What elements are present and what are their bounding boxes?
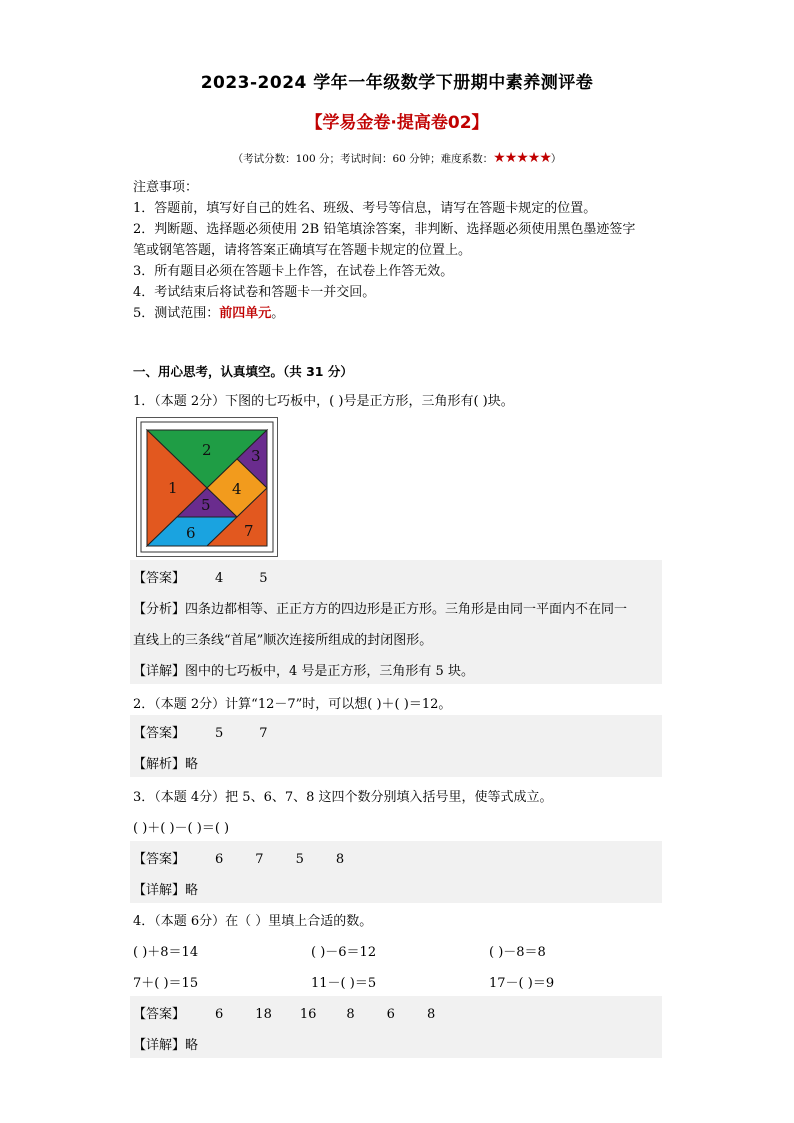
test-range: 前四单元 <box>219 306 272 321</box>
notes-item-2a: 2．判断题、选择题必须使用 2B 铅笔填涂答案，非判断、选择题必须使用黑色墨迹签字 <box>133 222 636 237</box>
detail-label: 【详解】 <box>133 883 186 898</box>
analysis-label: 【解析】 <box>133 757 186 772</box>
tangram-label-1: 1 <box>168 479 178 497</box>
tangram-label-5: 5 <box>201 496 211 514</box>
analysis-text: 四条边都相等、正正方方的四边形是正方形。三角形是由同一平面内不在同一 <box>185 602 628 617</box>
answer-value: 8 <box>346 1007 355 1022</box>
q2-answer <box>133 722 268 741</box>
meta-suffix: ） <box>550 153 562 165</box>
answer-label: 【答案】 <box>133 852 186 867</box>
notes-item-2b: 笔或钢笔答题，请将答案正确填写在答题卡规定的位置上。 <box>133 243 472 258</box>
q2-stem: 2．（本题 2分）计算“12－7”时，可以想( )＋( )＝12。 <box>133 697 452 712</box>
exam-subtitle: 【学易金卷·提高卷02】 <box>305 113 489 133</box>
answer-label: 【答案】 <box>133 726 186 741</box>
answer-value: 6 <box>386 1007 395 1022</box>
analysis-text: 略 <box>185 757 199 772</box>
answer-label: 【答案】 <box>133 1007 186 1022</box>
analysis-label: 【分析】 <box>133 602 186 617</box>
notes-block <box>133 177 663 324</box>
answer-value: 7 <box>255 852 264 867</box>
tangram-figure <box>136 417 278 557</box>
detail-label: 【详解】 <box>133 664 186 679</box>
meta-prefix: （考试分数：100 分；考试时间：60 分钟；难度系数： <box>232 153 494 165</box>
q4-row1-b: ( )－6＝12 <box>311 945 377 960</box>
notes-item-4: 4．考试结束后将试卷和答题卡一并交回。 <box>133 285 376 300</box>
q4-detail <box>133 1034 198 1053</box>
q4-row2-b: 11－( )＝5 <box>311 976 377 991</box>
tangram-label-6: 6 <box>186 524 196 542</box>
q3-detail <box>133 879 198 898</box>
q3-equation: ( )＋( )－( )＝( ) <box>133 821 230 836</box>
tangram-label-3: 3 <box>251 447 261 465</box>
difficulty-stars: ★★★★★ <box>493 150 551 166</box>
section-1-title: 一、用心思考，认真填空。（共 31 分） <box>133 364 353 379</box>
notes-item-5 <box>133 303 663 324</box>
q1-analysis-line1 <box>133 598 627 617</box>
answer-value: 5 <box>295 852 304 867</box>
answer-value: 7 <box>259 726 268 741</box>
detail-text: 略 <box>185 1038 199 1053</box>
q4-row1-c: ( )－8＝8 <box>489 945 546 960</box>
tangram-label-4: 4 <box>232 480 242 498</box>
answer-value: 6 <box>215 1007 224 1022</box>
notes-heading: 注意事项： <box>133 180 199 195</box>
q4-stem: 4．（本题 6分）在（ ）里填上合适的数。 <box>133 914 373 929</box>
q1-stem: 1．（本题 2分）下图的七巧板中，( )号是正方形，三角形有( )块。 <box>133 394 514 409</box>
tangram-label-7: 7 <box>244 522 254 540</box>
tangram-label-2: 2 <box>202 441 212 459</box>
q1-analysis-line2: 直线上的三条线“首尾”顺次连接所组成的封闭图形。 <box>133 633 433 648</box>
answer-value: 16 <box>299 1007 317 1022</box>
notes-item-5-suffix: 。 <box>271 306 285 321</box>
q4-row2-a: 7＋( )＝15 <box>133 976 199 991</box>
answer-value: 6 <box>215 852 224 867</box>
answer-value: 8 <box>426 1007 436 1022</box>
notes-item-3: 3．所有题目必须在答题卡上作答，在试卷上作答无效。 <box>133 264 454 279</box>
detail-text: 略 <box>185 883 199 898</box>
q3-stem: 3．（本题 4分）把 5、6、7、8 这四个数分别填入括号里，使等式成立。 <box>133 790 553 805</box>
answer-value: 5 <box>215 726 224 741</box>
q4-answer <box>133 1003 435 1022</box>
q3-answer <box>133 848 344 867</box>
q4-row1-a: ( )＋8＝14 <box>133 945 199 960</box>
answer-value: 18 <box>255 1007 272 1022</box>
q4-row2-c: 17－( )＝9 <box>489 976 555 991</box>
answer-value: 5 <box>259 571 268 586</box>
exam-meta <box>0 150 794 166</box>
q1-answer <box>133 567 268 586</box>
answer-value: 4 <box>215 571 224 586</box>
notes-item-1: 1．答题前，填写好自己的姓名、班级、考号等信息，请写在答题卡规定的位置。 <box>133 201 597 216</box>
answer-value: 8 <box>335 852 345 867</box>
detail-text: 图中的七巧板中，4 号是正方形，三角形有 5 块。 <box>185 664 474 679</box>
q1-detail <box>133 660 474 679</box>
exam-title: 2023-2024 学年一年级数学下册期中素养测评卷 <box>200 73 594 93</box>
notes-item-5-prefix: 5．测试范围： <box>133 306 220 321</box>
tangram-svg <box>137 418 277 556</box>
answer-label: 【答案】 <box>133 571 186 586</box>
detail-label: 【详解】 <box>133 1038 186 1053</box>
q2-analysis <box>133 753 198 772</box>
